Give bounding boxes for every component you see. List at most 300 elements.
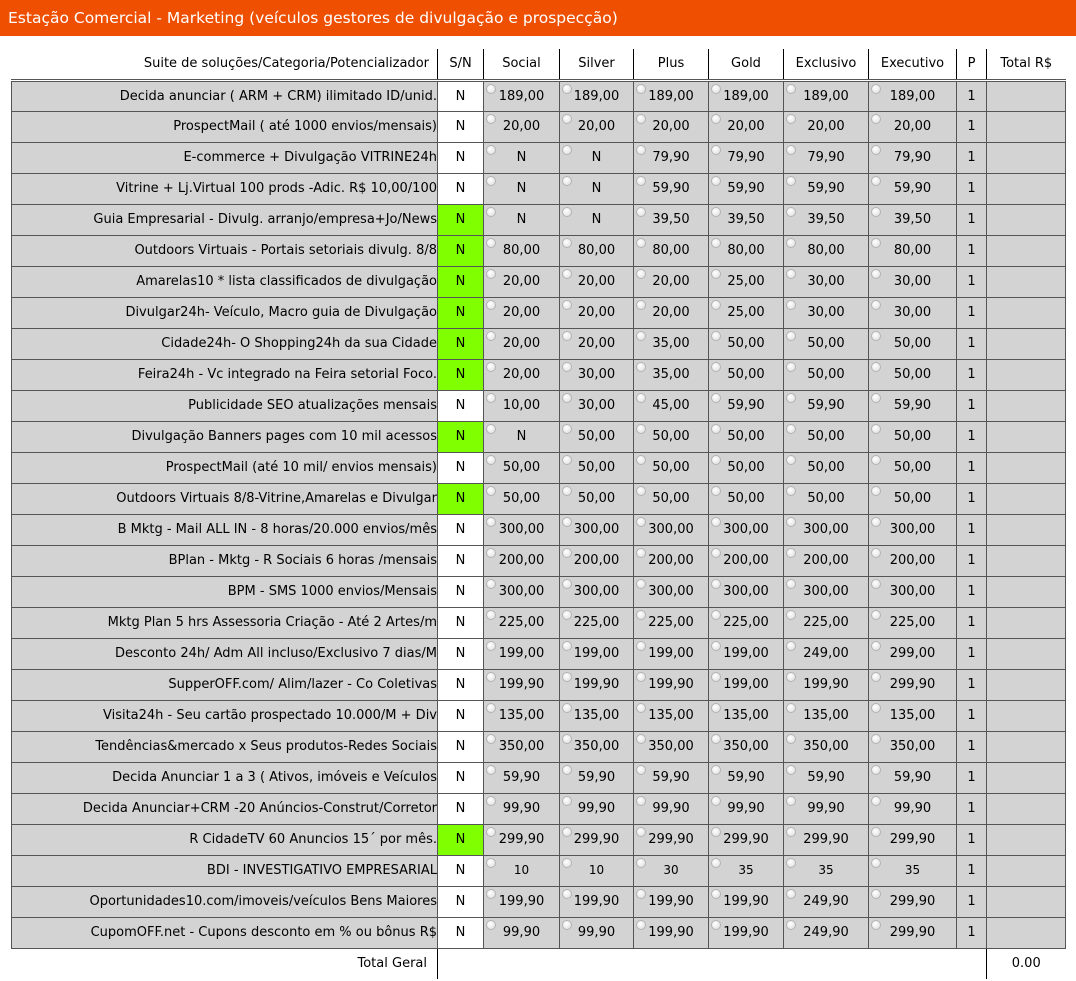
radio-button-icon[interactable] xyxy=(871,84,881,94)
price-cell[interactable] xyxy=(869,607,957,638)
radio-button-icon[interactable] xyxy=(636,610,646,620)
price-cell[interactable] xyxy=(709,80,784,111)
radio-button-icon[interactable] xyxy=(636,920,646,930)
radio-button-icon[interactable] xyxy=(871,610,881,620)
price-cell[interactable] xyxy=(869,390,957,421)
radio-button-icon[interactable] xyxy=(786,362,796,372)
sn-select[interactable]: N xyxy=(438,793,484,824)
radio-button-icon[interactable] xyxy=(711,765,721,775)
radio-button-icon[interactable] xyxy=(871,765,881,775)
price-cell[interactable] xyxy=(869,483,957,514)
price-cell[interactable] xyxy=(784,359,869,390)
price-cell[interactable] xyxy=(560,390,634,421)
price-cell[interactable] xyxy=(869,235,957,266)
price-cell[interactable] xyxy=(634,173,709,204)
price-cell[interactable] xyxy=(560,545,634,576)
radio-button-icon[interactable] xyxy=(636,703,646,713)
price-cell[interactable] xyxy=(560,576,634,607)
price-cell[interactable] xyxy=(634,452,709,483)
price-cell[interactable] xyxy=(869,173,957,204)
radio-button-icon[interactable] xyxy=(562,579,572,589)
price-cell[interactable] xyxy=(709,328,784,359)
sn-select[interactable]: N xyxy=(438,700,484,731)
price-cell[interactable] xyxy=(560,669,634,700)
radio-button-icon[interactable] xyxy=(636,300,646,310)
price-cell[interactable] xyxy=(709,204,784,235)
price-cell[interactable] xyxy=(484,638,560,669)
price-cell[interactable] xyxy=(784,204,869,235)
radio-button-icon[interactable] xyxy=(636,548,646,558)
radio-button-icon[interactable] xyxy=(786,269,796,279)
radio-button-icon[interactable] xyxy=(786,455,796,465)
price-cell[interactable] xyxy=(560,762,634,793)
radio-button-icon[interactable] xyxy=(711,455,721,465)
price-cell[interactable] xyxy=(709,576,784,607)
price-cell[interactable] xyxy=(784,421,869,452)
price-cell[interactable] xyxy=(784,483,869,514)
radio-button-icon[interactable] xyxy=(562,424,572,434)
price-cell[interactable] xyxy=(634,514,709,545)
radio-button-icon[interactable] xyxy=(871,207,881,217)
price-cell[interactable] xyxy=(634,576,709,607)
radio-button-icon[interactable] xyxy=(871,331,881,341)
price-cell[interactable] xyxy=(484,142,560,173)
radio-button-icon[interactable] xyxy=(871,703,881,713)
price-cell[interactable] xyxy=(709,545,784,576)
radio-button-icon[interactable] xyxy=(871,858,881,868)
radio-button-icon[interactable] xyxy=(486,362,496,372)
radio-button-icon[interactable] xyxy=(562,114,572,124)
price-cell[interactable] xyxy=(560,514,634,545)
radio-button-icon[interactable] xyxy=(636,734,646,744)
radio-button-icon[interactable] xyxy=(486,548,496,558)
radio-button-icon[interactable] xyxy=(786,734,796,744)
radio-button-icon[interactable] xyxy=(562,238,572,248)
radio-button-icon[interactable] xyxy=(486,641,496,651)
price-cell[interactable] xyxy=(784,111,869,142)
price-cell[interactable] xyxy=(484,390,560,421)
radio-button-icon[interactable] xyxy=(486,331,496,341)
price-cell[interactable] xyxy=(634,483,709,514)
sn-select[interactable]: N xyxy=(438,111,484,142)
price-cell[interactable] xyxy=(784,638,869,669)
radio-button-icon[interactable] xyxy=(636,176,646,186)
radio-button-icon[interactable] xyxy=(786,114,796,124)
radio-button-icon[interactable] xyxy=(871,641,881,651)
price-cell[interactable] xyxy=(784,762,869,793)
radio-button-icon[interactable] xyxy=(486,703,496,713)
radio-button-icon[interactable] xyxy=(711,207,721,217)
radio-button-icon[interactable] xyxy=(871,827,881,837)
radio-button-icon[interactable] xyxy=(786,145,796,155)
radio-button-icon[interactable] xyxy=(486,269,496,279)
price-cell[interactable] xyxy=(869,328,957,359)
price-cell[interactable] xyxy=(634,111,709,142)
radio-button-icon[interactable] xyxy=(636,517,646,527)
price-cell[interactable] xyxy=(484,328,560,359)
radio-button-icon[interactable] xyxy=(711,703,721,713)
sn-select[interactable]: N xyxy=(438,204,484,235)
price-cell[interactable] xyxy=(869,452,957,483)
price-cell[interactable] xyxy=(634,886,709,917)
radio-button-icon[interactable] xyxy=(711,517,721,527)
price-cell[interactable] xyxy=(869,359,957,390)
price-cell[interactable] xyxy=(560,173,634,204)
radio-button-icon[interactable] xyxy=(486,672,496,682)
radio-button-icon[interactable] xyxy=(871,486,881,496)
radio-button-icon[interactable] xyxy=(486,424,496,434)
price-cell[interactable] xyxy=(560,793,634,824)
radio-button-icon[interactable] xyxy=(871,393,881,403)
price-cell[interactable] xyxy=(784,390,869,421)
price-cell[interactable] xyxy=(634,390,709,421)
radio-button-icon[interactable] xyxy=(636,672,646,682)
price-cell[interactable] xyxy=(634,204,709,235)
price-cell[interactable] xyxy=(869,700,957,731)
sn-select[interactable]: N xyxy=(438,638,484,669)
price-cell[interactable] xyxy=(709,483,784,514)
radio-button-icon[interactable] xyxy=(486,796,496,806)
price-cell[interactable] xyxy=(634,731,709,762)
price-cell[interactable] xyxy=(484,855,560,886)
price-cell[interactable] xyxy=(784,266,869,297)
radio-button-icon[interactable] xyxy=(562,517,572,527)
price-cell[interactable] xyxy=(484,204,560,235)
price-cell[interactable] xyxy=(634,266,709,297)
radio-button-icon[interactable] xyxy=(711,424,721,434)
price-cell[interactable] xyxy=(784,545,869,576)
price-cell[interactable] xyxy=(560,266,634,297)
price-cell[interactable] xyxy=(709,111,784,142)
radio-button-icon[interactable] xyxy=(562,765,572,775)
price-cell[interactable] xyxy=(784,917,869,948)
radio-button-icon[interactable] xyxy=(562,641,572,651)
radio-button-icon[interactable] xyxy=(636,579,646,589)
radio-button-icon[interactable] xyxy=(786,517,796,527)
price-cell[interactable] xyxy=(634,421,709,452)
radio-button-icon[interactable] xyxy=(486,765,496,775)
price-cell[interactable] xyxy=(560,607,634,638)
price-cell[interactable] xyxy=(560,452,634,483)
price-cell[interactable] xyxy=(484,173,560,204)
price-cell[interactable] xyxy=(560,824,634,855)
price-cell[interactable] xyxy=(709,762,784,793)
price-cell[interactable] xyxy=(869,669,957,700)
price-cell[interactable] xyxy=(709,793,784,824)
price-cell[interactable] xyxy=(709,266,784,297)
radio-button-icon[interactable] xyxy=(486,858,496,868)
radio-button-icon[interactable] xyxy=(786,424,796,434)
price-cell[interactable] xyxy=(560,700,634,731)
radio-button-icon[interactable] xyxy=(871,114,881,124)
radio-button-icon[interactable] xyxy=(871,362,881,372)
radio-button-icon[interactable] xyxy=(786,672,796,682)
price-cell[interactable] xyxy=(634,142,709,173)
radio-button-icon[interactable] xyxy=(562,672,572,682)
radio-button-icon[interactable] xyxy=(636,145,646,155)
price-cell[interactable] xyxy=(560,297,634,328)
radio-button-icon[interactable] xyxy=(562,610,572,620)
radio-button-icon[interactable] xyxy=(711,920,721,930)
sn-select[interactable]: N xyxy=(438,731,484,762)
price-cell[interactable] xyxy=(784,824,869,855)
radio-button-icon[interactable] xyxy=(786,548,796,558)
radio-button-icon[interactable] xyxy=(562,269,572,279)
price-cell[interactable] xyxy=(484,514,560,545)
sn-select[interactable]: N xyxy=(438,80,484,111)
price-cell[interactable] xyxy=(784,576,869,607)
price-cell[interactable] xyxy=(784,731,869,762)
sn-select[interactable]: N xyxy=(438,483,484,514)
radio-button-icon[interactable] xyxy=(711,734,721,744)
radio-button-icon[interactable] xyxy=(871,176,881,186)
sn-select[interactable]: N xyxy=(438,824,484,855)
price-cell[interactable] xyxy=(709,669,784,700)
price-cell[interactable] xyxy=(709,607,784,638)
sn-select[interactable]: N xyxy=(438,886,484,917)
radio-button-icon[interactable] xyxy=(486,145,496,155)
radio-button-icon[interactable] xyxy=(486,517,496,527)
radio-button-icon[interactable] xyxy=(786,858,796,868)
price-cell[interactable] xyxy=(560,855,634,886)
price-cell[interactable] xyxy=(869,917,957,948)
radio-button-icon[interactable] xyxy=(786,331,796,341)
radio-button-icon[interactable] xyxy=(871,424,881,434)
radio-button-icon[interactable] xyxy=(786,579,796,589)
radio-button-icon[interactable] xyxy=(486,827,496,837)
price-cell[interactable] xyxy=(709,700,784,731)
radio-button-icon[interactable] xyxy=(636,486,646,496)
radio-button-icon[interactable] xyxy=(711,672,721,682)
radio-button-icon[interactable] xyxy=(871,920,881,930)
radio-button-icon[interactable] xyxy=(786,703,796,713)
price-cell[interactable] xyxy=(869,421,957,452)
radio-button-icon[interactable] xyxy=(871,548,881,558)
price-cell[interactable] xyxy=(709,142,784,173)
price-cell[interactable] xyxy=(484,235,560,266)
radio-button-icon[interactable] xyxy=(486,114,496,124)
radio-button-icon[interactable] xyxy=(486,920,496,930)
radio-button-icon[interactable] xyxy=(636,858,646,868)
price-cell[interactable] xyxy=(869,80,957,111)
price-cell[interactable] xyxy=(634,669,709,700)
price-cell[interactable] xyxy=(560,204,634,235)
price-cell[interactable] xyxy=(784,80,869,111)
radio-button-icon[interactable] xyxy=(871,672,881,682)
price-cell[interactable] xyxy=(784,235,869,266)
radio-button-icon[interactable] xyxy=(711,331,721,341)
sn-select[interactable]: N xyxy=(438,576,484,607)
radio-button-icon[interactable] xyxy=(486,393,496,403)
price-cell[interactable] xyxy=(869,514,957,545)
price-cell[interactable] xyxy=(484,80,560,111)
radio-button-icon[interactable] xyxy=(562,145,572,155)
radio-button-icon[interactable] xyxy=(562,920,572,930)
radio-button-icon[interactable] xyxy=(711,362,721,372)
radio-button-icon[interactable] xyxy=(636,331,646,341)
radio-button-icon[interactable] xyxy=(711,238,721,248)
sn-select[interactable]: N xyxy=(438,545,484,576)
radio-button-icon[interactable] xyxy=(562,548,572,558)
price-cell[interactable] xyxy=(560,328,634,359)
radio-button-icon[interactable] xyxy=(786,796,796,806)
radio-button-icon[interactable] xyxy=(786,486,796,496)
sn-select[interactable]: N xyxy=(438,266,484,297)
price-cell[interactable] xyxy=(484,266,560,297)
price-cell[interactable] xyxy=(784,142,869,173)
radio-button-icon[interactable] xyxy=(786,238,796,248)
sn-select[interactable]: N xyxy=(438,762,484,793)
price-cell[interactable] xyxy=(869,142,957,173)
price-cell[interactable] xyxy=(484,359,560,390)
radio-button-icon[interactable] xyxy=(562,827,572,837)
radio-button-icon[interactable] xyxy=(562,300,572,310)
price-cell[interactable] xyxy=(784,607,869,638)
price-cell[interactable] xyxy=(560,111,634,142)
radio-button-icon[interactable] xyxy=(871,455,881,465)
price-cell[interactable] xyxy=(709,452,784,483)
sn-select[interactable]: N xyxy=(438,421,484,452)
price-cell[interactable] xyxy=(869,638,957,669)
radio-button-icon[interactable] xyxy=(711,610,721,620)
radio-button-icon[interactable] xyxy=(636,84,646,94)
price-cell[interactable] xyxy=(484,700,560,731)
price-cell[interactable] xyxy=(709,731,784,762)
radio-button-icon[interactable] xyxy=(636,641,646,651)
price-cell[interactable] xyxy=(484,483,560,514)
radio-button-icon[interactable] xyxy=(871,145,881,155)
price-cell[interactable] xyxy=(560,483,634,514)
radio-button-icon[interactable] xyxy=(711,796,721,806)
radio-button-icon[interactable] xyxy=(786,176,796,186)
radio-button-icon[interactable] xyxy=(562,455,572,465)
radio-button-icon[interactable] xyxy=(711,300,721,310)
radio-button-icon[interactable] xyxy=(711,641,721,651)
radio-button-icon[interactable] xyxy=(486,238,496,248)
price-cell[interactable] xyxy=(709,235,784,266)
price-cell[interactable] xyxy=(634,545,709,576)
price-cell[interactable] xyxy=(869,266,957,297)
price-cell[interactable] xyxy=(784,793,869,824)
radio-button-icon[interactable] xyxy=(486,300,496,310)
price-cell[interactable] xyxy=(709,886,784,917)
price-cell[interactable] xyxy=(484,576,560,607)
price-cell[interactable] xyxy=(869,297,957,328)
radio-button-icon[interactable] xyxy=(636,796,646,806)
price-cell[interactable] xyxy=(634,793,709,824)
price-cell[interactable] xyxy=(709,421,784,452)
price-cell[interactable] xyxy=(784,886,869,917)
price-cell[interactable] xyxy=(484,793,560,824)
price-cell[interactable] xyxy=(634,328,709,359)
price-cell[interactable] xyxy=(634,297,709,328)
sn-select[interactable]: N xyxy=(438,917,484,948)
sn-select[interactable]: N xyxy=(438,235,484,266)
radio-button-icon[interactable] xyxy=(562,176,572,186)
price-cell[interactable] xyxy=(869,576,957,607)
price-cell[interactable] xyxy=(484,545,560,576)
price-cell[interactable] xyxy=(634,80,709,111)
radio-button-icon[interactable] xyxy=(786,641,796,651)
sn-select[interactable]: N xyxy=(438,142,484,173)
price-cell[interactable] xyxy=(869,824,957,855)
radio-button-icon[interactable] xyxy=(871,796,881,806)
radio-button-icon[interactable] xyxy=(486,84,496,94)
price-cell[interactable] xyxy=(869,111,957,142)
radio-button-icon[interactable] xyxy=(711,393,721,403)
price-cell[interactable] xyxy=(869,204,957,235)
radio-button-icon[interactable] xyxy=(636,269,646,279)
radio-button-icon[interactable] xyxy=(562,858,572,868)
price-cell[interactable] xyxy=(869,762,957,793)
price-cell[interactable] xyxy=(484,111,560,142)
radio-button-icon[interactable] xyxy=(562,486,572,496)
radio-button-icon[interactable] xyxy=(636,455,646,465)
radio-button-icon[interactable] xyxy=(711,579,721,589)
radio-button-icon[interactable] xyxy=(486,176,496,186)
radio-button-icon[interactable] xyxy=(871,734,881,744)
price-cell[interactable] xyxy=(634,235,709,266)
price-cell[interactable] xyxy=(484,886,560,917)
radio-button-icon[interactable] xyxy=(562,734,572,744)
radio-button-icon[interactable] xyxy=(562,796,572,806)
price-cell[interactable] xyxy=(560,359,634,390)
radio-button-icon[interactable] xyxy=(786,300,796,310)
radio-button-icon[interactable] xyxy=(786,84,796,94)
price-cell[interactable] xyxy=(709,855,784,886)
price-cell[interactable] xyxy=(784,173,869,204)
price-cell[interactable] xyxy=(634,762,709,793)
radio-button-icon[interactable] xyxy=(711,889,721,899)
radio-button-icon[interactable] xyxy=(786,765,796,775)
radio-button-icon[interactable] xyxy=(562,207,572,217)
radio-button-icon[interactable] xyxy=(711,176,721,186)
radio-button-icon[interactable] xyxy=(786,827,796,837)
radio-button-icon[interactable] xyxy=(486,610,496,620)
radio-button-icon[interactable] xyxy=(562,331,572,341)
radio-button-icon[interactable] xyxy=(562,362,572,372)
sn-select[interactable]: N xyxy=(438,607,484,638)
radio-button-icon[interactable] xyxy=(871,238,881,248)
price-cell[interactable] xyxy=(784,669,869,700)
price-cell[interactable] xyxy=(709,638,784,669)
sn-select[interactable]: N xyxy=(438,514,484,545)
radio-button-icon[interactable] xyxy=(636,362,646,372)
price-cell[interactable] xyxy=(484,824,560,855)
radio-button-icon[interactable] xyxy=(486,207,496,217)
sn-select[interactable]: N xyxy=(438,855,484,886)
radio-button-icon[interactable] xyxy=(711,827,721,837)
radio-button-icon[interactable] xyxy=(636,827,646,837)
radio-button-icon[interactable] xyxy=(486,889,496,899)
price-cell[interactable] xyxy=(560,917,634,948)
radio-button-icon[interactable] xyxy=(486,455,496,465)
price-cell[interactable] xyxy=(634,917,709,948)
sn-select[interactable]: N xyxy=(438,452,484,483)
price-cell[interactable] xyxy=(709,390,784,421)
price-cell[interactable] xyxy=(709,917,784,948)
radio-button-icon[interactable] xyxy=(562,889,572,899)
radio-button-icon[interactable] xyxy=(871,579,881,589)
price-cell[interactable] xyxy=(634,607,709,638)
radio-button-icon[interactable] xyxy=(636,393,646,403)
price-cell[interactable] xyxy=(560,421,634,452)
radio-button-icon[interactable] xyxy=(711,145,721,155)
price-cell[interactable] xyxy=(869,855,957,886)
price-cell[interactable] xyxy=(560,142,634,173)
radio-button-icon[interactable] xyxy=(711,269,721,279)
radio-button-icon[interactable] xyxy=(636,889,646,899)
